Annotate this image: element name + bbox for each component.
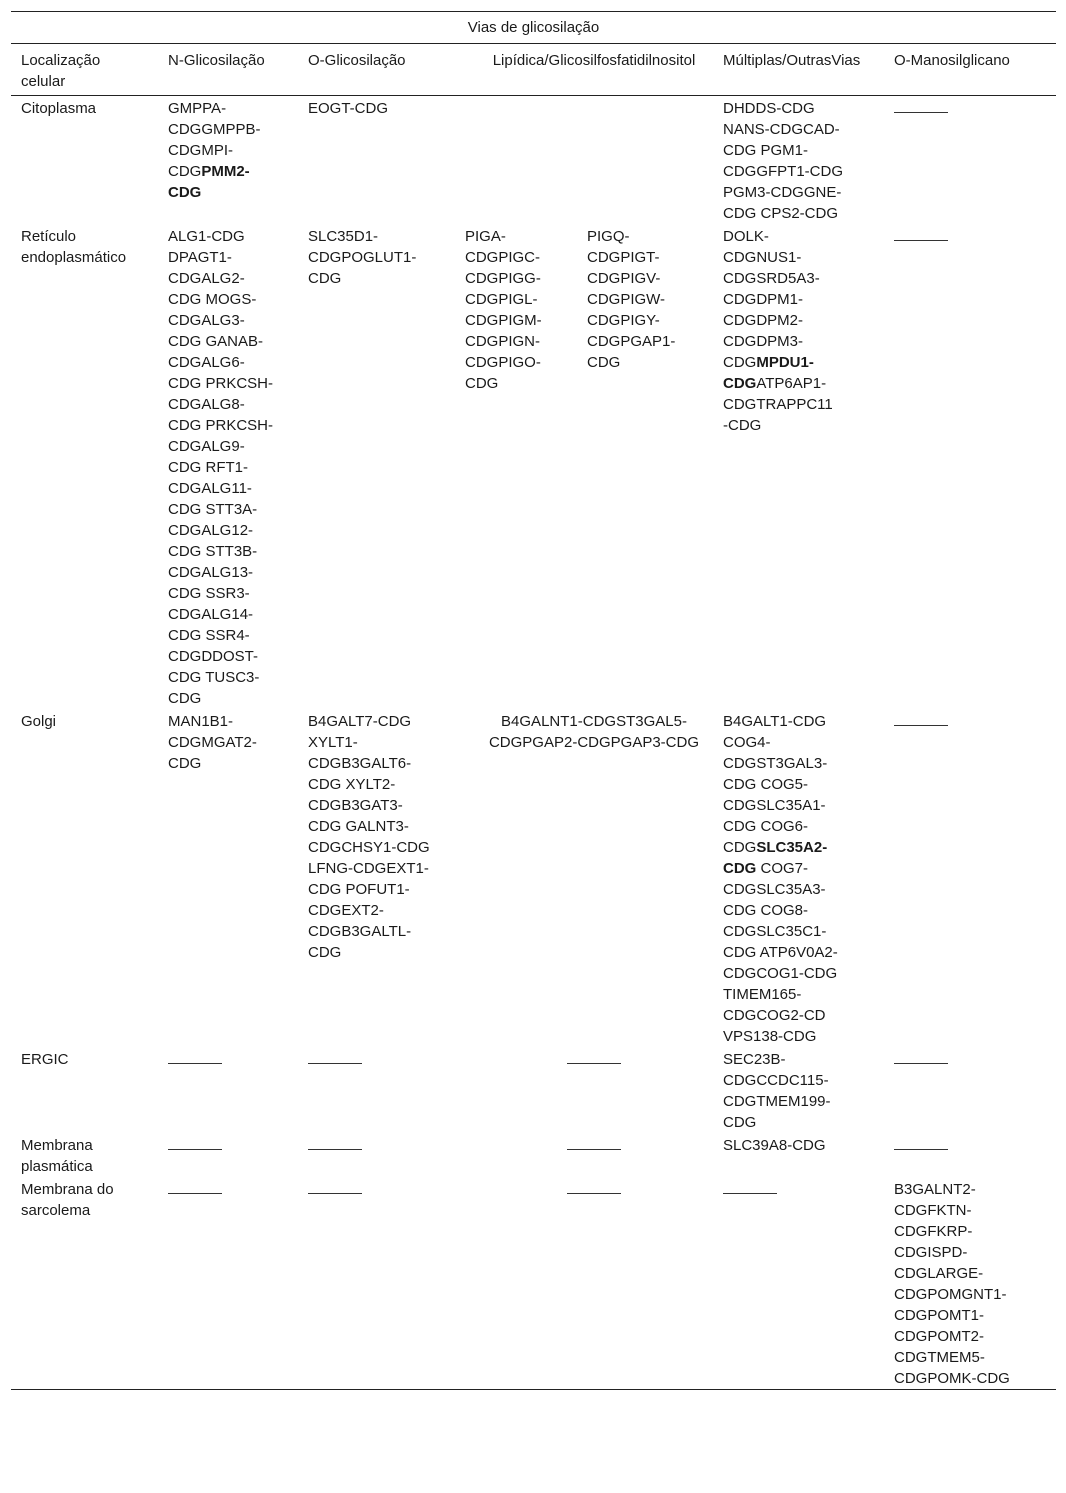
table-row — [11, 709, 1056, 1047]
cell-lipid — [465, 1133, 723, 1177]
table-row — [11, 1133, 1056, 1177]
cell-multiple: DHDDS-CDG NANS-CDGCAD-CDG PGM1-CDGGFPT1-CDG PGM3-CDGGNE-CDG CPS2-CDG — [723, 100, 843, 222]
empty-dash — [567, 1179, 621, 1194]
table-header-row — [11, 44, 1056, 96]
cell-o-glyco — [308, 1177, 465, 1390]
cell-location: Citoplasma — [21, 100, 97, 117]
cell-o-mannosyl — [894, 1133, 1056, 1177]
cell-n-glyco — [168, 1047, 308, 1133]
cell-location: Membrana plasmática — [21, 1137, 93, 1175]
header-location: Localização celular — [11, 44, 168, 96]
header-lipid-gpi: Lipídica/Glicosilfosfatidilnositol — [465, 44, 723, 96]
cell-n-glyco: ALG1-CDG DPAGT1-CDGALG2-CDG MOGS-CDGALG3-CDG GANAB-CDGALG6-CDG PRKCSH-CDGALG8-CDG PRKCSH-CDGALG9-CDG RFT1-CDGALG11-CDG STT3A-CDGALG12-CDG STT3B-CDGALG13-CDG SSR3-CDGALG14-CDG SSR4-CDGDDOST-CDG TUSC3-CDG — [168, 228, 274, 707]
empty-dash — [567, 1049, 621, 1064]
cell-multiple: DOLK-CDGNUS1-CDGSRD5A3-CDGDPM1-CDGDPM2-CDGDPM3-CDGMPDU1-CDGATP6AP1-CDGTRAPPC11-CDG — [723, 228, 833, 434]
empty-dash — [168, 1049, 222, 1064]
empty-dash — [894, 1049, 948, 1064]
cell-multiple — [723, 1177, 894, 1390]
cell-o-mannosyl: B3GALNT2-CDGFKTN-CDGFKRP-CDGISPD-CDGLARGE-CDGPOMGNT1-CDGPOMT1-CDGPOMT2-CDGTMEM5-CDGPOMK-CDG — [894, 1177, 1056, 1390]
empty-dash — [168, 1179, 222, 1194]
cell-o-mannosyl — [894, 709, 1056, 1047]
cell-n-glyco: GMPPA-CDGGMPPB-CDGMPI-CDGPMM2-CDG — [168, 100, 261, 201]
table-row — [11, 1177, 1056, 1390]
header-n-glycosylation: N-Glicosilação — [168, 44, 308, 96]
header-multiple-pathways: Múltiplas/OutrasVias — [723, 44, 894, 96]
cell-o-glyco: SLC35D1-CDGPOGLUT1-CDG — [308, 228, 417, 287]
cell-lipid-b — [587, 96, 723, 225]
cell-location: Retículo endoplasmático — [21, 228, 127, 266]
cell-lipid-b: PIGQ-CDGPIGT-CDGPIGV-CDGPIGW-CDGPIGY-CDGPGAP1-CDG — [587, 228, 676, 371]
table-row — [11, 224, 1056, 709]
cell-n-glyco: MAN1B1-CDGMGAT2-CDG — [168, 713, 257, 772]
empty-dash — [894, 98, 948, 113]
table-row — [11, 96, 1056, 225]
cell-location: ERGIC — [21, 1051, 69, 1068]
empty-dash — [308, 1049, 362, 1064]
empty-dash — [308, 1135, 362, 1150]
cell-multiple: SEC23B-CDGCCDC115-CDGTMEM199-CDG — [723, 1051, 831, 1131]
empty-dash — [894, 711, 948, 726]
cell-lipid-a — [465, 96, 587, 225]
cell-lipid — [465, 1177, 723, 1390]
empty-dash — [567, 1135, 621, 1150]
cell-lipid: B4GALNT1-CDGST3GAL5-CDGPGAP2-CDGPGAP3-CDG — [488, 713, 700, 751]
cell-lipid — [465, 1047, 723, 1133]
table-title: Vias de glicosilação — [11, 12, 1056, 44]
cell-lipid-a: PIGA-CDGPIGC-CDGPIGG-CDGPIGL-CDGPIGM-CDGPIGN-CDGPIGO-CDG — [465, 228, 542, 392]
cell-o-glyco — [308, 1047, 465, 1133]
cell-o-glyco: EOGT-CDG — [308, 100, 389, 117]
cell-o-glyco: B4GALT7-CDG XYLT1-CDGB3GALT6-CDG XYLT2-CDGB3GAT3-CDG GALNT3-CDGCHSY1-CDG LFNG-CDGEXT1-CDG POFUT1-CDGEXT2-CDGB3GALTL-CDG — [308, 713, 430, 961]
empty-dash — [168, 1135, 222, 1150]
cell-location: Golgi — [21, 713, 57, 730]
empty-dash — [894, 1135, 948, 1150]
table-container — [11, 11, 1056, 1390]
cell-o-mannosyl — [894, 224, 1056, 709]
empty-dash — [894, 226, 948, 241]
cell-o-glyco — [308, 1133, 465, 1177]
header-o-mannosyl: O-Manosilglicano — [894, 44, 1056, 96]
header-o-glycosylation: O-Glicosilação — [308, 44, 465, 96]
table-title-row — [11, 12, 1056, 44]
cell-multiple: B4GALT1-CDG COG4-CDGST3GAL3-CDG COG5-CDGSLC35A1-CDG COG6-CDGSLC35A2-CDG COG7-CDGSLC35A3-CDG COG8-CDGSLC35C1-CDG ATP6V0A2-CDGCOG1-CDG TIMEM165-CDGCOG2-CD VPS138-CDG — [723, 713, 838, 1045]
cell-n-glyco — [168, 1177, 308, 1390]
table-row — [11, 1047, 1056, 1133]
cell-o-mannosyl — [894, 1047, 1056, 1133]
glycosylation-table — [11, 11, 1056, 1390]
empty-dash — [308, 1179, 362, 1194]
cell-multiple: SLC39A8-CDG — [723, 1137, 826, 1154]
cell-location: Membrana do sarcolema — [11, 1177, 168, 1390]
cell-o-mannosyl — [894, 96, 1056, 225]
empty-dash — [723, 1179, 777, 1194]
cell-n-glyco — [168, 1133, 308, 1177]
